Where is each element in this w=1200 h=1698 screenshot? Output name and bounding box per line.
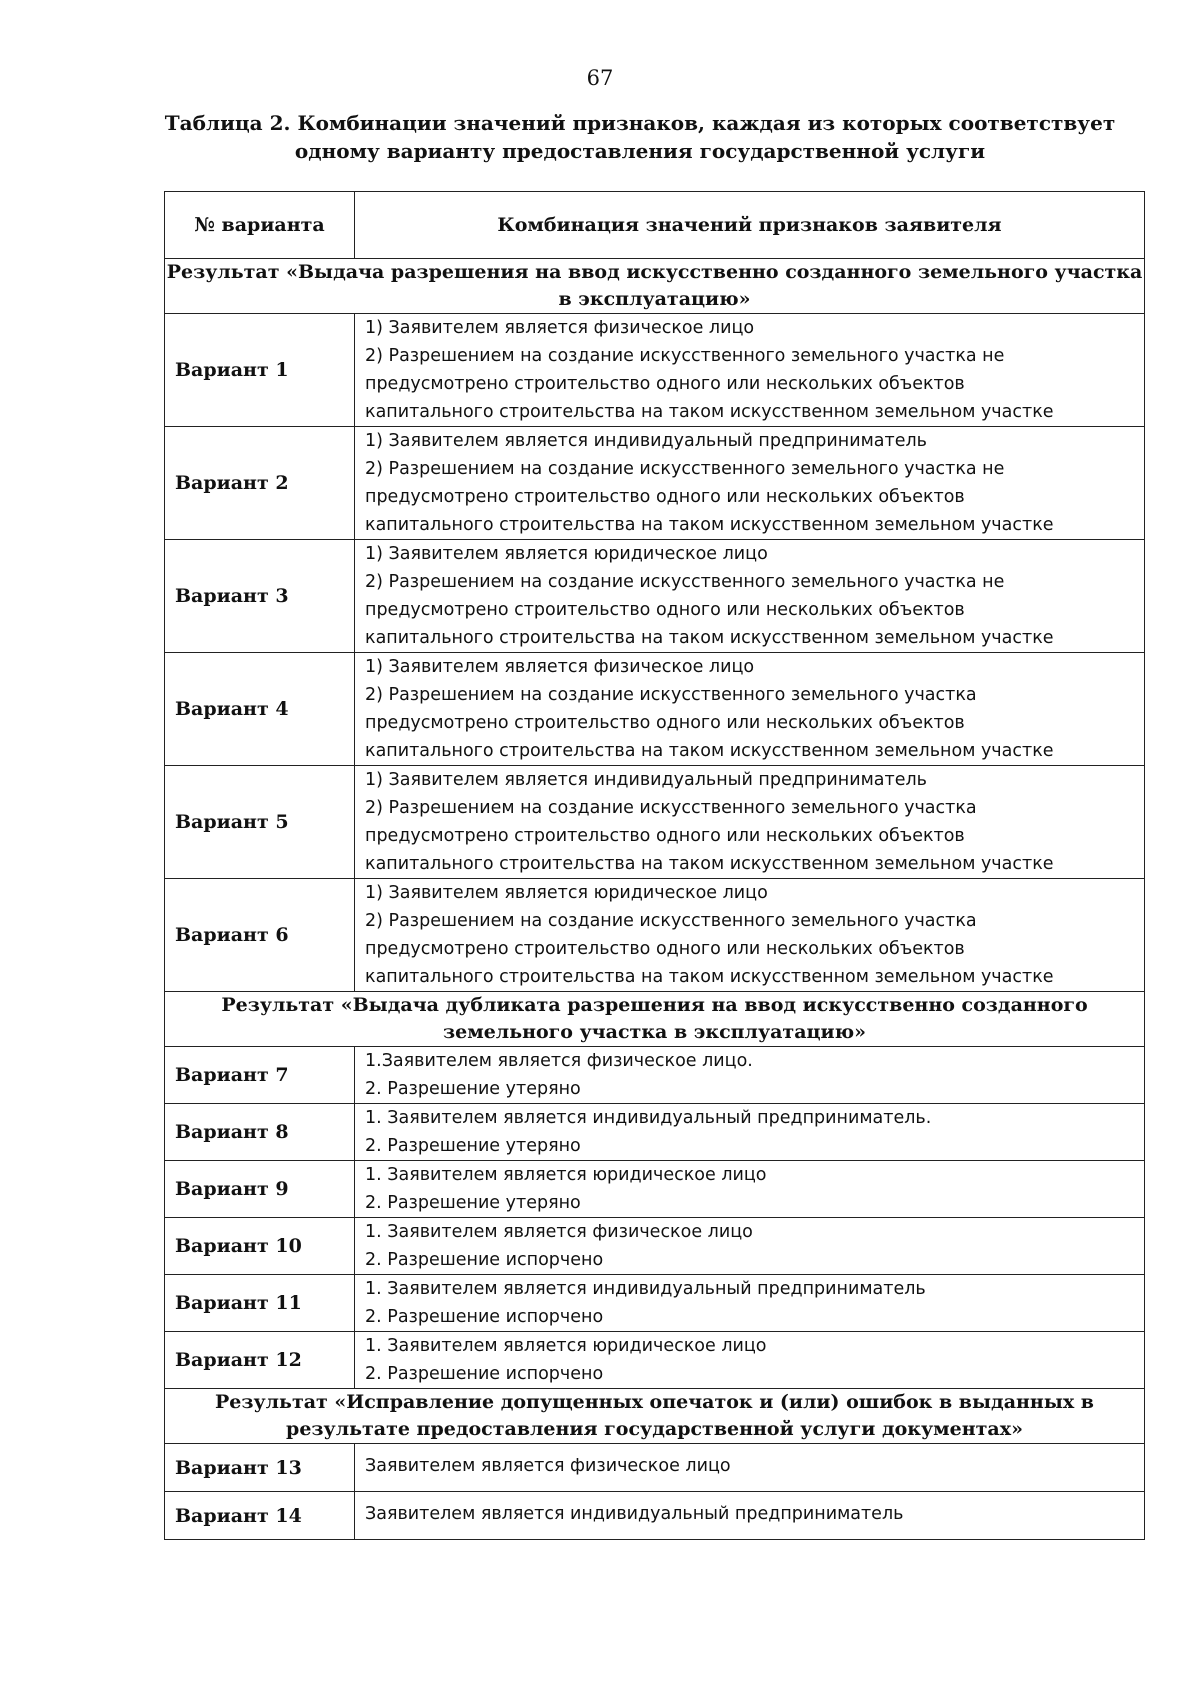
combination-line: предусмотрено строительство одного или нескольких объектов [365, 826, 965, 846]
page-number: 67 [586, 66, 614, 90]
combination-line: 1. Заявителем является индивидуальный предприниматель [365, 1279, 926, 1299]
combination-line: 2) Разрешением на создание искусственного земельного участка не [365, 346, 1005, 366]
combination-line: 1) Заявителем является индивидуальный предприниматель [365, 770, 927, 790]
combination-line: 1) Заявителем является физическое лицо [365, 318, 755, 338]
header-row [165, 192, 1145, 259]
combination-line: предусмотрено строительство одного или нескольких объектов [365, 600, 965, 620]
combination-cell [355, 1218, 1145, 1275]
section-row [165, 259, 1145, 314]
combination-cell [355, 1492, 1145, 1540]
variant-cell: Вариант 5 [165, 766, 355, 879]
table-row [165, 1047, 1145, 1104]
combination-line: 1. Заявителем является юридическое лицо [365, 1165, 767, 1185]
table-row [165, 1218, 1145, 1275]
variant-cell: Вариант 9 [165, 1161, 355, 1218]
combination-line: Заявителем является индивидуальный предприниматель [365, 1504, 904, 1524]
combination-cell [355, 540, 1145, 653]
table-row [165, 1332, 1145, 1389]
combination-cell [355, 1332, 1145, 1389]
combination-line: 2) Разрешением на создание искусственного земельного участка [365, 911, 977, 931]
variant-cell: Вариант 12 [165, 1332, 355, 1389]
variant-cell: Вариант 7 [165, 1047, 355, 1104]
table-body [165, 192, 1145, 1540]
combination-cell [355, 314, 1145, 427]
section-row [165, 992, 1145, 1047]
combination-line: 1. Заявителем является физическое лицо [365, 1222, 753, 1242]
combination-line: капитального строительства на таком искусственном земельном участке [365, 515, 1054, 535]
combination-cell [355, 1161, 1145, 1218]
combination-line: 2) Разрешением на создание искусственного земельного участка не [365, 459, 1005, 479]
combination-line: Заявителем является физическое лицо [365, 1456, 731, 1476]
combination-line: 2. Разрешение утеряно [365, 1193, 581, 1213]
combination-line: капитального строительства на таком искусственном земельном участке [365, 741, 1054, 761]
header-variant: № варианта [165, 192, 355, 259]
variant-cell: Вариант 2 [165, 427, 355, 540]
combination-line: предусмотрено строительство одного или нескольких объектов [365, 374, 965, 394]
table-row [165, 427, 1145, 540]
table-row [165, 879, 1145, 992]
variants-table [164, 191, 1145, 1540]
table-row [165, 1161, 1145, 1218]
combination-line: 1. Заявителем является юридическое лицо [365, 1336, 767, 1356]
table-row [165, 540, 1145, 653]
variant-cell: Вариант 14 [165, 1492, 355, 1540]
combination-cell [355, 653, 1145, 766]
table-row [165, 653, 1145, 766]
table-row [165, 1492, 1145, 1540]
section-title: Результат «Выдача дубликата разрешения на ввод искусственно созданного земельного участка в эксплуатацию» [165, 992, 1145, 1047]
combination-line: предусмотрено строительство одного или нескольких объектов [365, 487, 965, 507]
combination-line: 1. Заявителем является индивидуальный предприниматель. [365, 1108, 932, 1128]
header-combination: Комбинация значений признаков заявителя [355, 192, 1145, 259]
combination-cell [355, 1444, 1145, 1492]
combination-line: 2) Разрешением на создание искусственного земельного участка не [365, 572, 1005, 592]
table-row [165, 1444, 1145, 1492]
variant-cell: Вариант 10 [165, 1218, 355, 1275]
combination-line: 2. Разрешение утеряно [365, 1136, 581, 1156]
combination-cell [355, 1104, 1145, 1161]
section-title: Результат «Выдача разрешения на ввод искусственно созданного земельного участка в эксплуатацию» [165, 259, 1145, 314]
combination-line: 1) Заявителем является юридическое лицо [365, 883, 768, 903]
combination-line: 2) Разрешением на создание искусственного земельного участка [365, 798, 977, 818]
combination-line: 2. Разрешение утеряно [365, 1079, 581, 1099]
variant-cell: Вариант 13 [165, 1444, 355, 1492]
variant-cell: Вариант 11 [165, 1275, 355, 1332]
combination-line: капитального строительства на таком искусственном земельном участке [365, 402, 1054, 422]
variant-cell: Вариант 1 [165, 314, 355, 427]
combination-line: капитального строительства на таком искусственном земельном участке [365, 628, 1054, 648]
combination-line: 1) Заявителем является физическое лицо [365, 657, 755, 677]
section-row [165, 1389, 1145, 1444]
combination-line: 2. Разрешение испорчено [365, 1307, 604, 1327]
combination-cell [355, 1047, 1145, 1104]
combination-line: 1) Заявителем является индивидуальный предприниматель [365, 431, 927, 451]
table-row [165, 766, 1145, 879]
combination-line: капитального строительства на таком искусственном земельном участке [365, 967, 1054, 987]
combination-cell [355, 766, 1145, 879]
combination-cell [355, 1275, 1145, 1332]
combination-line: 2. Разрешение испорчено [365, 1250, 604, 1270]
combination-line: 2) Разрешением на создание искусственного земельного участка [365, 685, 977, 705]
section-title: Результат «Исправление допущенных опечаток и (или) ошибок в выданных в результате предоставления государственной услуги документах» [165, 1389, 1145, 1444]
combination-cell [355, 427, 1145, 540]
table-row [165, 1104, 1145, 1161]
combination-line: 1.Заявителем является физическое лицо. [365, 1051, 753, 1071]
combination-line: 2. Разрешение испорчено [365, 1364, 604, 1384]
table-title: Таблица 2. Комбинации значений признаков, каждая из которых соответствует одному варианту предоставления государственной услуги [164, 111, 1116, 163]
variant-cell: Вариант 4 [165, 653, 355, 766]
variant-cell: Вариант 3 [165, 540, 355, 653]
variant-cell: Вариант 6 [165, 879, 355, 992]
table-row [165, 314, 1145, 427]
table-row [165, 1275, 1145, 1332]
combination-line: предусмотрено строительство одного или нескольких объектов [365, 713, 965, 733]
variant-cell: Вариант 8 [165, 1104, 355, 1161]
combination-line: предусмотрено строительство одного или нескольких объектов [365, 939, 965, 959]
combination-cell [355, 879, 1145, 992]
combination-line: 1) Заявителем является юридическое лицо [365, 544, 768, 564]
combination-line: капитального строительства на таком искусственном земельном участке [365, 854, 1054, 874]
